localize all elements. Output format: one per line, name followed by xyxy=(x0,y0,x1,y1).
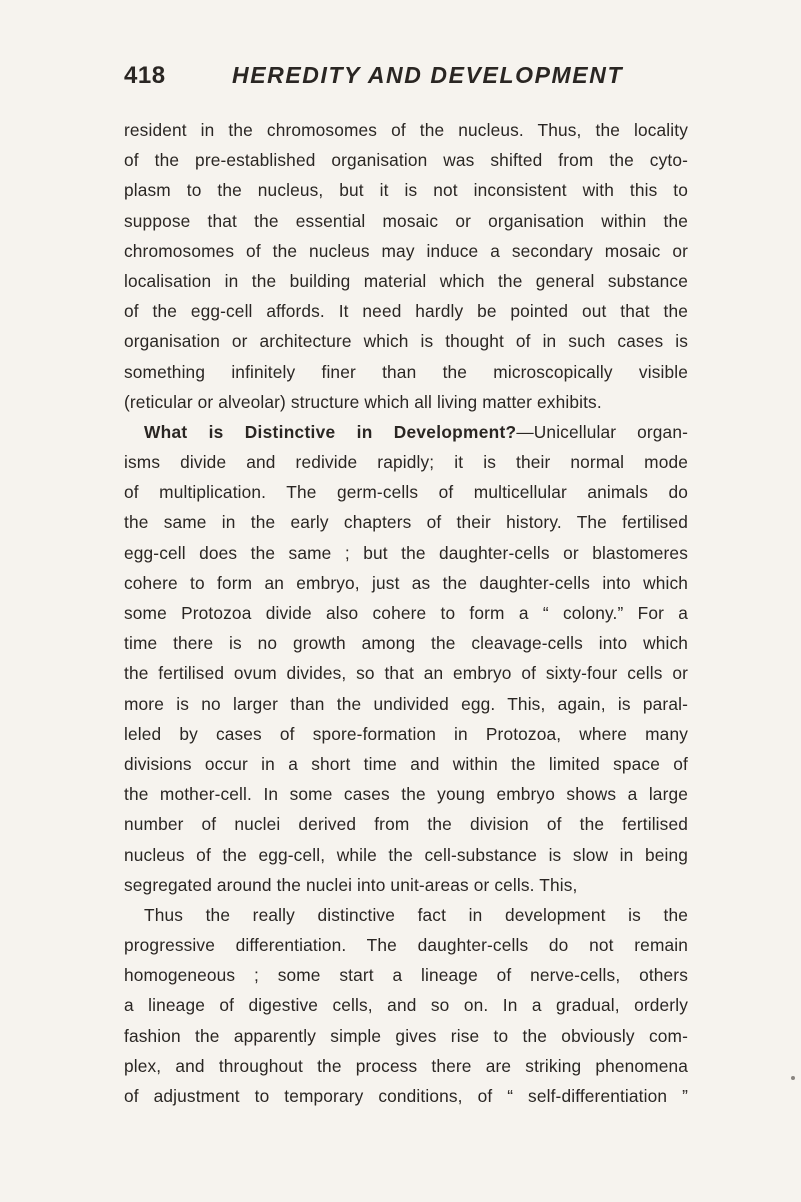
text-line: (reticular or alveolar) structure which all living matter exhibits. xyxy=(124,391,602,412)
text-line: the fertilised ovum divides, so that an embryo of sixty-four cells or xyxy=(124,663,688,684)
text-line: egg-cell does the same ; but the daughter-cells or blastomeres xyxy=(124,542,688,563)
text-line: Thus the really distinctive fact in development is the xyxy=(144,904,688,925)
text-line: suppose that the essential mosaic or organisation within the xyxy=(124,210,688,231)
text-line: more is no larger than the undivided egg. This, again, is paral- xyxy=(124,693,688,714)
paper-speck xyxy=(791,1076,795,1080)
text-line: of the egg-cell affords. It need hardly be pointed out that the xyxy=(124,301,688,322)
text-line: nucleus of the egg-cell, while the cell-substance is slow in being xyxy=(124,844,688,865)
body-text xyxy=(124,115,688,1111)
running-title: HEREDITY AND DEVELOPMENT xyxy=(232,62,624,88)
text-line: progressive differentiation. The daughter-cells do not remain xyxy=(124,935,688,956)
text-line: plasm to the nucleus, but it is not inconsistent with this to xyxy=(124,180,688,201)
text-line: of multiplication. The germ-cells of multicellular animals do xyxy=(124,482,688,503)
page-number: 418 xyxy=(124,62,166,89)
text-line: some Protozoa divide also cohere to form a “ colony.” For a xyxy=(124,603,688,623)
section-heading: What is Distinctive in Development? xyxy=(144,421,517,442)
text-line: segregated around the nuclei into unit-areas or cells. This, xyxy=(124,874,578,895)
text-line: resident in the chromosomes of the nucleus. Thus, the locality xyxy=(124,120,688,140)
text-line: chromosomes of the nucleus may induce a secondary mosaic or xyxy=(124,240,688,261)
text-line: localisation in the building material which the general substance xyxy=(124,270,688,291)
text-line: plex, and throughout the process there are striking phenomena xyxy=(124,1055,688,1076)
text-line: something infinitely finer than the microscopically visible xyxy=(124,361,688,382)
text-line: organisation or architecture which is thought of in such cases is xyxy=(124,331,688,352)
text-line: of adjustment to temporary conditions, of “ self-differentiation ” xyxy=(124,1086,688,1106)
text-line: time there is no growth among the cleavage-cells into which xyxy=(124,633,688,654)
text-line: leled by cases of spore-formation in Protozoa, where many xyxy=(124,723,688,744)
text-line: fashion the apparently simple gives rise to the obviously com- xyxy=(124,1025,688,1046)
text-line: number of nuclei derived from the division of the fertilised xyxy=(124,814,688,835)
text-line: homogeneous ; some start a lineage of nerve-cells, others xyxy=(124,965,688,986)
text-line: isms divide and redivide rapidly; it is their normal mode xyxy=(124,452,688,473)
heading-line xyxy=(124,417,688,447)
text-line: the same in the early chapters of their history. The fertilised xyxy=(124,512,688,533)
running-head xyxy=(124,62,724,96)
text-line: of the pre-established organisation was shifted from the cyto- xyxy=(124,150,688,171)
text-line: a lineage of digestive cells, and so on. In a gradual, orderly xyxy=(124,995,688,1016)
heading-line-rest: —Unicellular organ- xyxy=(516,421,688,442)
text-line: divisions occur in a short time and within the limited space of xyxy=(124,753,688,774)
text-line: the mother-cell. In some cases the young embryo shows a large xyxy=(124,784,688,805)
text-line: cohere to form an embryo, just as the daughter-cells into which xyxy=(124,572,688,593)
